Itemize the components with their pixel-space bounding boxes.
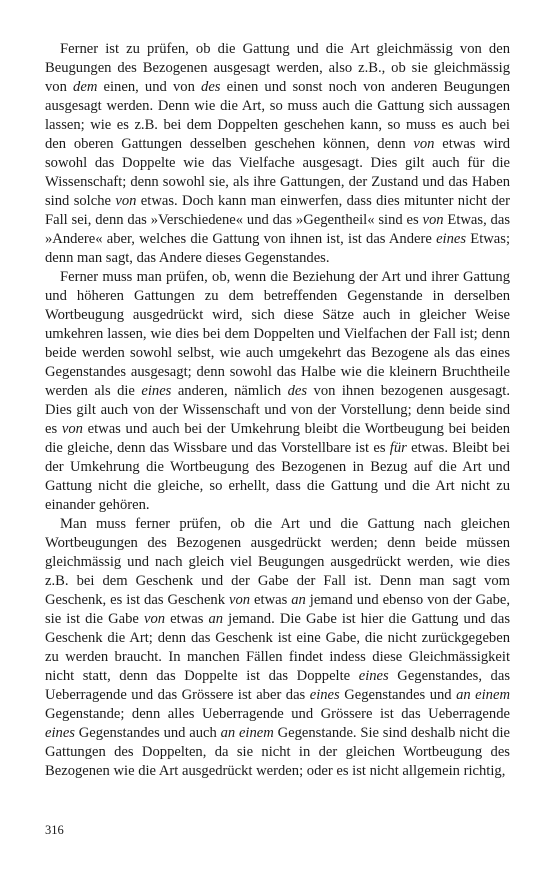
text-run: einen, und von [97,79,202,95]
italic-text: von [115,193,137,209]
italic-text: des [287,383,308,399]
italic-text: des [201,79,221,95]
text-run: Gegenstandes, das Ueberragende und das Grössere ist aber das [45,668,510,703]
text-run: von ihnen bezogenen ausgesagt. Dies gilt auch von der Wissenschaft und von der Vorstellung; denn beide sind es [45,383,510,437]
italic-text: für [389,440,407,456]
italic-text: von [61,421,83,437]
text-run: Ferner ist zu prüfen, ob die Gattung und die Art gleichmässig von den Beugungen des Bezogenen ausgesagt werden, also z.B., ob sie gleichmässig von [45,41,510,95]
text-run: Ferner muss man prüfen, ob, wenn die Beziehung der Art und ihrer Gattung und höheren Gattungen zu dem betreffenden Gegenstande in derselben Wortbeugung ausgedrückt wird, sich diese Sätze auch in gleicher Weise umkehren lassen, wie dies bei dem Doppelten und Vielfachen der Fall ist; denn beide werden sowohl selbst, wie auch umgekehrt das Bezogene als das eines Gegenstandes ausgesagt; denn sowohl das Halbe wie die kleinern Bruchtheile werden als die [45,269,510,399]
italic-text: von [422,212,444,228]
text-run: Gegenstandes und [339,687,457,703]
italic-text: an [291,592,306,608]
italic-text: eines [309,687,340,703]
italic-text: von [143,611,166,627]
text-run: Gegenstande; denn alles Ueberragende und Grössere ist das Ueberragende [45,706,510,722]
text-run: etwas wird sowohl das Doppelte wie das Vielfache ausgesagt. Dies gilt auch für die Wissenschaft; denn sowohl sie, als ihre Gattungen, der Zustand und das Haben sind solche [45,136,510,209]
text-run: etwas [165,611,209,627]
page-number: 316 [45,823,64,837]
text-run: etwas und auch bei der Umkehrung bleibt die Wortbeugung bei beiden die gleiche, denn das Wissbare und das Vorstellbare ist es [45,421,510,456]
text-run: einen und sonst noch von anderen Beugungen ausgesagt werden. Denn wie die Art, so muss auch die Gattung sich aussagen lassen; wie es z.B. bei dem Doppelten geschehen kann, so muss es auch bei den oberen Gattungen desselben geschehen können, denn [45,79,510,152]
text-run: etwas [250,592,292,608]
italic-text: eines [45,725,75,741]
text-run: Gegenstande. Sie sind deshalb nicht die Gattungen des Doppelten, da sie nicht in der gleichen Wortbeugung des Bezogenen wie die Art ausgedrückt werden; oder es ist nicht allgemein richtig, [45,725,510,779]
text-run: Man muss ferner prüfen, ob die Art und die Gattung nach gleichen Wortbeugungen des Bezogenen ausgedrückt werden; denn beide müssen gleichmässig und nach gleich viel Beugungen ausgedrückt werden, wie dies z.B. bei dem Geschenk und der Gabe der Fall ist. Denn man sagt vom Geschenk, es ist das Geschenk [45,516,510,608]
paragraph-1 [45,40,510,268]
italic-text: von [413,136,435,152]
text-run: Gegenstandes und auch [75,725,221,741]
paragraph-2 [45,268,510,515]
italic-text: von [228,592,251,608]
text-run: jemand und ebenso von der Gabe, sie ist die Gabe [45,592,510,627]
italic-text: eines [436,231,467,247]
italic-text: an [208,611,224,627]
text-run: jemand. Die Gabe ist hier die Gattung und das Geschenk die Art; denn das Geschenk ist eine Gabe, die nicht zurückgegeben zu werden braucht. In manchen Fällen findet indess diese Gleichmässigkeit nicht statt, denn das Doppelte ist das Doppelte [45,611,510,684]
text-run: Etwas; denn man sagt, das Andere dieses Gegenstandes. [45,231,510,266]
italic-text: an einem [456,687,510,703]
paragraph-3 [45,515,510,781]
text-run: anderen, nämlich [171,383,288,399]
italic-text: dem [73,79,98,95]
italic-text: eines [141,383,172,399]
text-run: etwas. Doch kann man einwerfen, dass dies mitunter nicht der Fall sei, denn das »Verschiedene« und das »Gegentheil« sind es [45,193,510,228]
text-run: Etwas, das »Andere« aber, welches die Gattung von ihnen ist, ist das Andere [45,212,510,247]
text-run: etwas. Bleibt bei der Umkehrung die Wortbeugung des Bezogenen in Bezug auf die Art und Gattung nicht die gleiche, so erhellt, dass die Gattung und die Art nicht zu einander gehören. [45,440,510,513]
italic-text: an einem [220,725,274,741]
page-body [45,40,510,781]
italic-text: eines [358,668,389,684]
